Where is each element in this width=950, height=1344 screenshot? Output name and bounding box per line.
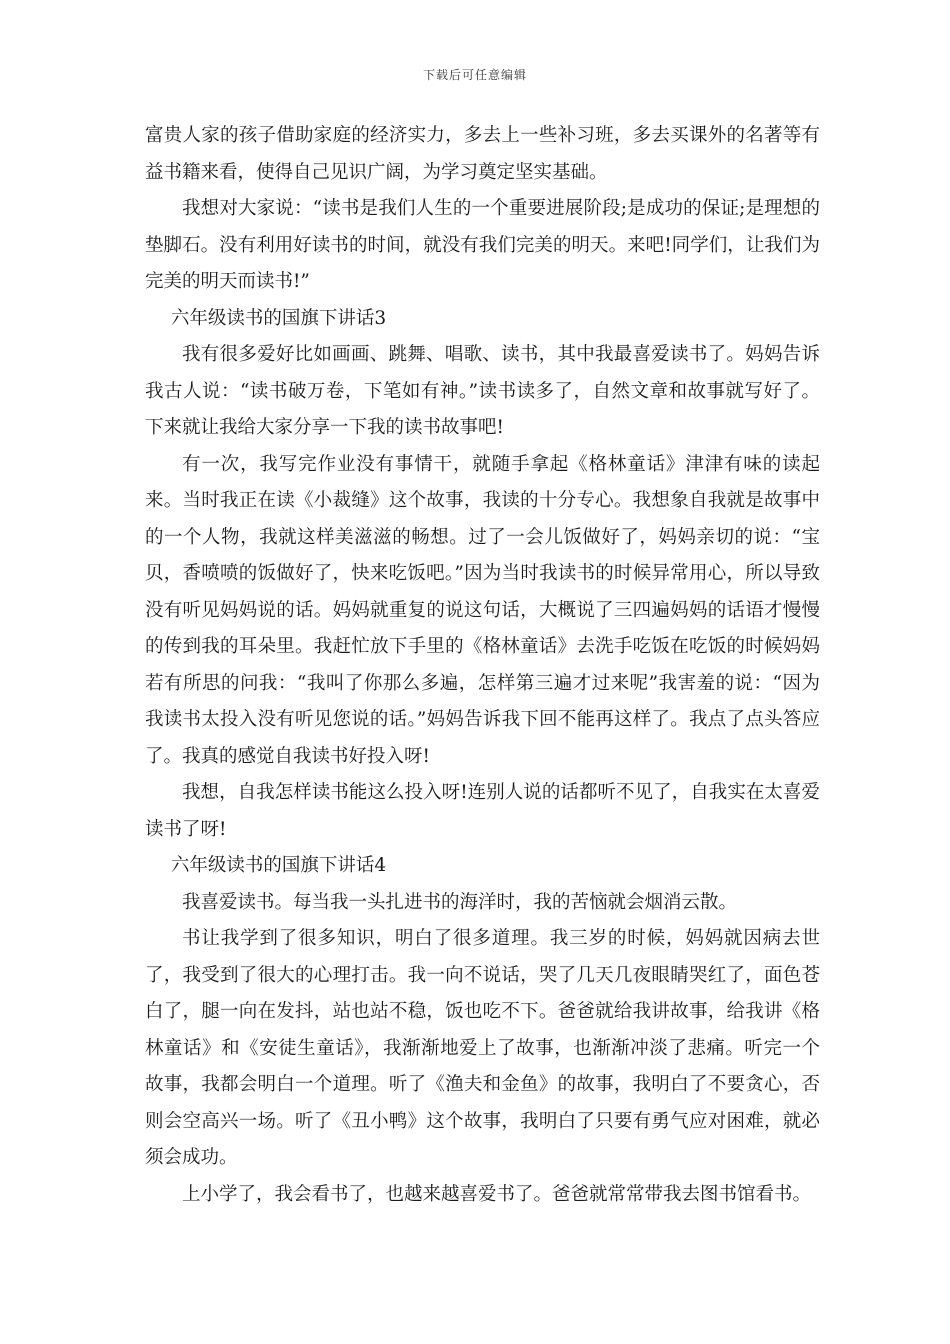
paragraph-7: 书让我学到了很多知识，明白了很多道理。我三岁的时候，妈妈就因病去世了，我受到了很大的心理打击。我一向不说话，哭了几天几夜眼睛哭红了，面色苍白了，腿一向在发抖，站也站不稳，饭也吃不下。爸爸就给我讲故事，给我讲《格林童话》和《安徒生童话》，我渐渐地爱上了故事，也渐渐冲淡了悲痛。听完一个故事，我都会明白一个道理。听了《渔夫和金鱼》的故事，我明白了不要贪心，否则会空高兴一场。听了《丑小鸭》这个故事，我明白了只要有勇气应对困难，就必须会成功。 bbox=[145, 928, 820, 1168]
paragraph-5: 我想，自我怎样读书能这么投入呀!连别人说的话都听不见了，自我实在太喜爱读书了呀! bbox=[145, 782, 820, 840]
paragraph-1: 富贵人家的孩子借助家庭的经济实力，多去上一些补习班，多去买课外的名著等有益书籍来看，使得自己见识广阔，为学习奠定坚实基础。 bbox=[145, 125, 820, 183]
paragraph-6: 我喜爱读书。每当我一头扎进书的海洋时，我的苦恼就会烟消云散。 bbox=[182, 891, 738, 913]
paragraph-3: 我有很多爱好比如画画、跳舞、唱歌、读书，其中我最喜爱读书了。妈妈告诉我古人说：“读书破万卷，下笔如有神。”读书读多了，自然文章和故事就写好了。下来就让我给大家分享一下我的读书故事吧! bbox=[145, 344, 820, 438]
document-body bbox=[145, 118, 820, 1213]
paragraph-4: 有一次，我写完作业没有事情干，就随手拿起《格林童话》津津有味的读起来。当时我正在读《小裁缝》这个故事，我读的十分专心。我想象自我就是故事中的一个人物，我就这样美滋滋的畅想。过了一会儿饭做好了，妈妈亲切的说：“宝贝，香喷喷的饭做好了，快来吃饭吧。”因为当时我读书的时候异常用心，所以导致没有听见妈妈说的话。妈妈就重复的说这句话，大概说了三四遍妈妈的话语才慢慢的传到我的耳朵里。我赶忙放下手里的《格林童话》去洗手吃饭在吃饭的时候妈妈若有所思的问我：“我叫了你那么多遍，怎样第三遍才过来呢”我害羞的说：“因为我读书太投入没有听见您说的话。”妈妈告诉我下回不能再这样了。我点了点头答应了。我真的感觉自我读书好投入呀! bbox=[145, 453, 820, 767]
section-heading-4: 六年级读书的国旗下讲话4 bbox=[170, 855, 387, 876]
section-heading-3: 六年级读书的国旗下讲话3 bbox=[170, 307, 387, 329]
paragraph-2: 我想对大家说：“读书是我们人生的一个重要进展阶段;是成功的保证;是理想的垫脚石。没有利用好读书的时间，就没有我们完美的明天。来吧!同学们，让我们为完美的明天而读书!” bbox=[145, 198, 820, 292]
page-header: 下载后可任意编辑 bbox=[422, 68, 527, 82]
paragraph-8: 上小学了，我会看书了，也越来越喜爱书了。爸爸就常常带我去图书馆看书。 bbox=[182, 1183, 812, 1205]
